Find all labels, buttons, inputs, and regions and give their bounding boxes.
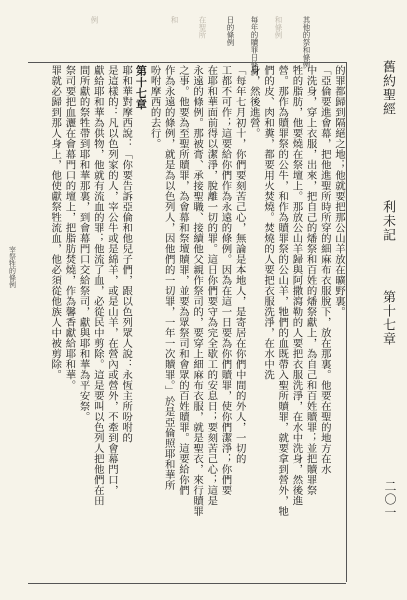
text-line: 是這樣的：凡以色列家的人，宰公牛或是綿羊，或是山羊，在營內或營外，不牽到會幕門口， xyxy=(106,65,118,496)
text-line: 的罪都歸到隔絕之地；他就要把那公山羊放在曠野裏。 xyxy=(333,65,345,317)
text-line: 牲的脂肪，他要燒在祭壇上。那放公山羊歸與阿撒瀉勒的人要把衣服洗淨，在水中洗身，然後進 xyxy=(290,65,303,506)
text-columns xyxy=(48,65,346,581)
page-number: 二〇一 xyxy=(383,480,397,519)
text-line: 祭司要把血灑在會幕門口的壇上，把脂肪焚燒，作為馨香獻給耶和華。 xyxy=(63,65,76,391)
text-line: 們的皮、肉和糞，都要用火焚燒。焚燒的人要把衣服洗淨，在水中洗 xyxy=(262,65,275,380)
chapter-heading: 第十七章 xyxy=(134,65,148,110)
text-line: 中洗身，穿上衣服，出來，把自己的燔祭和百姓的燔祭獻上，為自己和百姓贖罪；並把贖罪祭 xyxy=(304,65,317,496)
margin-note-7: 例 xyxy=(90,16,99,24)
book-name: 利未記 xyxy=(380,200,395,242)
book-title: 舊約聖經 xyxy=(380,60,395,116)
text-frame xyxy=(28,62,346,584)
text-line: 獻給耶和華為供物，他就有流血的罪；他流了血，必從民中剪除。這是要叫以色列人把他們在田 xyxy=(91,65,104,506)
text-line: 間所獻的祭牲帶到耶和華那裏，到會幕門口交給祭司，獻與耶和華為平安祭。 xyxy=(77,65,90,422)
text-line: 在耶和華面前得以潔淨，脫離一切的罪。這日你們要守為完全歇工的安息日；要刻苦己心；這是 xyxy=(205,65,218,506)
text-line: 吩咐摩西的去行。 xyxy=(148,65,161,149)
text-line: 「亞倫要進會幕，把他進聖所時所穿的細麻布衣服脫下，放在那裏。他要在聖的地方在水 xyxy=(318,65,331,475)
margin-note-3: 每年的贖罪日條例 xyxy=(250,16,259,76)
text-line: 工都不可作；這要給你們作為永遠的條例。因為在這一日要為你們贖罪，使你們潔淨；你們要 xyxy=(219,65,232,496)
text-line: 耶和華對摩西說：「你要告訴亞倫和他兒子們，跟以色列眾人說：永恆主所吩咐的 xyxy=(120,65,133,443)
left-margin-note: 宰祭牲的條例 xyxy=(8,246,17,288)
text-line: 之事。他要為至聖所贖罪，為會幕和祭壇贖罪，並要為眾祭司和會眾的百姓贖罪。這要給你們 xyxy=(176,65,189,496)
margin-note-2: 和條例 xyxy=(274,16,283,39)
margin-note-4: 日的條例 xyxy=(226,16,235,46)
margin-notes xyxy=(70,6,360,76)
margin-note-6: 和 xyxy=(170,16,179,24)
right-rule xyxy=(346,62,347,582)
text-line: 身，然後進營。 xyxy=(247,65,260,139)
text-line: 作為永遠的條例，就是為以色列人，因他們的一切罪，一年一次贖罪。」於是亞倫照耶和華所 xyxy=(162,65,175,491)
text-line: 營。那作為贖罪祭的公牛，和作為贖罪祭的公山羊，牠們的血既帶入聖所贖罪，就要拿到營外，牠 xyxy=(276,65,289,517)
text-line: 永遠的條例。那被膏、承接聖職、接續他父親作祭司的，要穿上細麻布衣服，就是聖衣，來行贖罪 xyxy=(191,65,204,517)
text-line: 「每年七月初十，你們要刻苦己心，無論是本地人，是寄居在你們中間的外人，一切的 xyxy=(233,65,246,464)
margin-note-1: 其他的祭和條例 xyxy=(302,16,311,69)
chapter-number-header: 第十七章 xyxy=(380,290,395,346)
margin-note-5: 在聖所 xyxy=(198,16,207,39)
text-line: 罪就必歸到那人身上，他使獻祭牲流血，他必須從他族人中被剪除。 xyxy=(49,65,62,380)
